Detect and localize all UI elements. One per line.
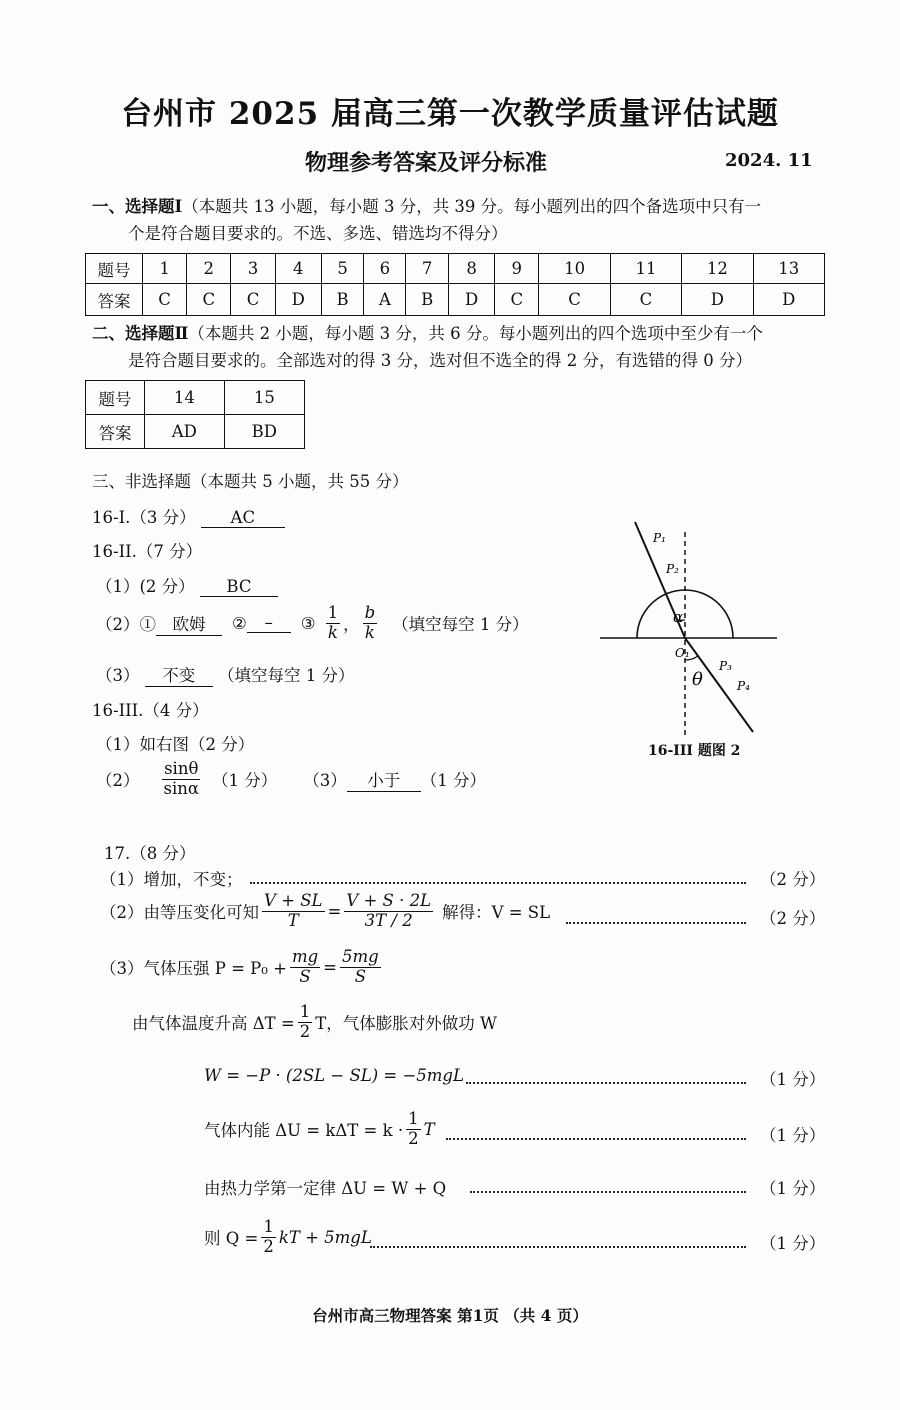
q17-line2-fraction1 <box>262 892 325 931</box>
q17-line4-fraction <box>298 1003 313 1042</box>
fraction-denominator: 2 <box>408 1128 419 1148</box>
q16-2-part1-line <box>96 573 278 597</box>
question-cell: 7 <box>406 254 449 284</box>
document-date: 2024. 11 <box>725 150 813 171</box>
q17-line8-score: （1 分） <box>760 1234 826 1253</box>
label-p1: P₁ <box>653 531 666 545</box>
q17-line4-prefix: 由气体温度升高 ΔT = <box>132 1014 295 1034</box>
q16-2-part2-circle2: ② <box>232 613 247 633</box>
section2-question-row <box>86 381 305 415</box>
q17-line2-result: 解得：V = SL <box>442 903 551 923</box>
question-cell: 15 <box>224 381 304 415</box>
section2-answer-table <box>85 380 305 449</box>
q16-3-part2-label: （2） <box>96 771 140 791</box>
q16-3-label: 16-III.（4 分） <box>92 701 209 720</box>
q16-2-part3-line <box>96 662 355 687</box>
q17-line1: （1）增加，不变； <box>100 870 243 889</box>
question-cell: 9 <box>495 254 539 284</box>
q17-line2 <box>100 892 550 931</box>
q16-2-part3-answer: 不变 <box>145 662 213 687</box>
question-cell: 4 <box>275 254 321 284</box>
q16-2-label: 16-II.（7 分） <box>92 542 203 561</box>
q16-2-part2-fraction1 <box>326 604 341 643</box>
q16-3-part3-label: （3） <box>303 771 347 791</box>
fraction-numerator: mg <box>291 947 319 966</box>
question-cell: 10 <box>539 254 610 284</box>
row-label-answer: 答案 <box>86 284 143 316</box>
answer-cell: C <box>610 284 681 316</box>
section2-heading: 二、选择题Ⅱ <box>92 324 189 343</box>
q17-line7: 由热力学第一定律 ΔU = W + Q <box>204 1179 447 1198</box>
q17-line4 <box>132 1003 497 1042</box>
q17-line5-score: （1 分） <box>760 1070 826 1089</box>
q17-line3-fraction2 <box>340 948 381 987</box>
q17-label: 17.（8 分） <box>104 844 196 863</box>
section1-desc-line2: 个是符合题目要求的。不选、多选、错选均不得分） <box>128 224 508 243</box>
q17-line1-score: （2 分） <box>760 870 826 889</box>
fraction-denominator: 2 <box>263 1236 274 1256</box>
q16-1-answer: AC <box>201 508 285 528</box>
fraction-denominator: k <box>327 622 338 642</box>
q16-3-part2-score: （1 分） <box>212 771 278 791</box>
answer-cell: AD <box>145 415 225 449</box>
q16-3-part3-score: （1 分） <box>420 771 487 791</box>
q16-2-part2-circle3: ③ <box>300 613 316 633</box>
q16-1-label: 16-I.（3 分） <box>92 508 196 527</box>
row-label-question: 题号 <box>86 254 143 284</box>
q17-line3-prefix: （3）气体压强 P = P₀ + <box>100 959 287 979</box>
answer-cell: D <box>753 284 824 316</box>
refraction-diagram <box>595 510 785 760</box>
answer-cell: C <box>187 284 231 316</box>
diagram-caption: 16-III 题图 2 <box>648 743 741 759</box>
fraction-denominator: 3T / 2 <box>364 910 413 930</box>
answer-cell: C <box>143 284 187 316</box>
fraction-numerator: 1 <box>263 1217 274 1236</box>
q17-line7-score: （1 分） <box>760 1179 826 1198</box>
q16-2-part2-note: （填空每空 1 分） <box>392 615 529 635</box>
question-cell: 13 <box>753 254 824 284</box>
question-cell: 5 <box>321 254 364 284</box>
fraction-numerator: V + S · 2L <box>346 891 432 910</box>
question-cell: 11 <box>610 254 681 284</box>
leader-dots <box>566 922 746 924</box>
question-cell: 2 <box>187 254 231 284</box>
q17-line6-suffix: T <box>423 1119 435 1139</box>
label-o1: O₁ <box>675 646 690 660</box>
q16-2-part2-separator: ， <box>343 615 360 635</box>
q17-line2-score: （2 分） <box>760 909 826 928</box>
answer-cell: D <box>275 284 321 316</box>
section2-answer-row <box>86 415 305 449</box>
q17-line6-prefix: 气体内能 ΔU = kΔT = k · <box>204 1121 404 1141</box>
equals-sign: = <box>327 901 342 921</box>
q16-3-part2-line <box>96 760 486 799</box>
fraction-denominator: S <box>299 966 311 986</box>
q16-2-part3-note: （填空每空 1 分） <box>218 666 355 685</box>
section3-heading: 三、非选择题（本题共 5 小题，共 55 分） <box>92 472 409 491</box>
fraction-denominator: T <box>287 910 299 930</box>
q16-2-part1-label: （1）(2 分） <box>96 577 195 596</box>
q16-2-part2-line <box>96 604 529 643</box>
fraction-denominator: 2 <box>299 1021 311 1041</box>
fraction-numerator: sinθ <box>164 759 199 778</box>
answer-cell: A <box>364 284 406 316</box>
section1-answer-table <box>85 253 825 316</box>
q16-2-part2-answer2: – <box>247 613 291 633</box>
q17-line2-fraction2 <box>344 892 433 931</box>
leader-dots <box>250 882 746 884</box>
q16-2-part1-answer: BC <box>200 577 278 597</box>
section2-desc-line2: 是符合题目要求的。全部选对的得 3 分，选对但不选全的得 2 分，有选错的得 0 分） <box>128 351 752 370</box>
question-cell: 3 <box>231 254 275 284</box>
q17-line3 <box>100 948 384 987</box>
label-p3: P₃ <box>719 659 732 673</box>
q16-2-part2-label: （2）① <box>96 615 156 635</box>
leader-dots <box>466 1082 746 1084</box>
fraction-denominator: S <box>354 966 367 986</box>
page-footer: 台州市高三物理答案 第1页 （共 4 页） <box>312 1306 588 1325</box>
fraction-numerator: 1 <box>408 1109 419 1128</box>
section1-desc-line1: （本题共 13 小题，每小题 3 分，共 39 分。每小题列出的四个备选项中只有一 <box>182 197 762 216</box>
q17-line4-suffix: T，气体膨胀对外做功 W <box>315 1014 497 1034</box>
fraction-numerator: V + SL <box>264 891 323 910</box>
label-alpha: α <box>673 608 684 626</box>
answer-cell: D <box>449 284 495 316</box>
fraction-denominator: sinα <box>163 778 200 798</box>
q17-line6 <box>204 1110 435 1149</box>
q17-line8 <box>204 1218 372 1257</box>
fraction-numerator: 1 <box>299 1002 311 1021</box>
q17-line3-fraction1 <box>290 948 320 987</box>
q16-2-part3-label: （3） <box>96 666 140 685</box>
fraction-denominator: k <box>364 622 375 642</box>
q17-line6-fraction <box>406 1110 421 1149</box>
q16-3-part2-fraction <box>162 760 202 799</box>
section1-answer-row <box>86 284 825 316</box>
section1-intro <box>92 193 761 217</box>
section2-intro <box>92 320 763 344</box>
answer-cell: C <box>231 284 275 316</box>
fraction-numerator: 5mg <box>342 947 379 966</box>
answer-cell: B <box>321 284 364 316</box>
answer-cell: C <box>539 284 610 316</box>
q17-line8-suffix: kT + 5mgL <box>278 1227 372 1247</box>
question-cell: 14 <box>145 381 225 415</box>
answer-cell: C <box>495 284 539 316</box>
row-label-answer: 答案 <box>86 415 145 449</box>
leader-dots <box>470 1191 746 1193</box>
q17-line5: W = −P · (2SL − SL) = −5mgL <box>204 1066 464 1085</box>
q17-line8-prefix: 则 Q = <box>204 1229 259 1249</box>
section1-heading: 一、选择题Ⅰ <box>92 197 183 216</box>
question-cell: 1 <box>143 254 187 284</box>
question-cell: 12 <box>682 254 753 284</box>
q16-3-part1: （1）如右图（2 分） <box>96 735 255 754</box>
q17-line2-prefix: （2）由等压变化可知 <box>100 903 259 923</box>
answer-cell: D <box>682 284 753 316</box>
label-p2: P₂ <box>666 562 679 576</box>
fraction-numerator: 1 <box>327 603 339 622</box>
q17-line6-score: （1 分） <box>760 1126 826 1145</box>
fraction-numerator: b <box>364 603 376 622</box>
question-cell: 6 <box>364 254 406 284</box>
question-cell: 8 <box>449 254 495 284</box>
q16-2-part2-fraction2 <box>363 604 378 643</box>
section1-question-row <box>86 254 825 284</box>
label-theta: θ <box>692 669 703 690</box>
page-title: 台州市 2025 届高三第一次教学质量评估试题 <box>121 96 779 132</box>
q17-line8-fraction <box>261 1218 276 1257</box>
equals-sign: = <box>323 957 337 977</box>
q16-2-part2-answer1: 欧姆 <box>156 611 222 636</box>
q16-3-part3-answer: 小于 <box>347 767 421 792</box>
leader-dots <box>370 1246 746 1248</box>
row-label-question: 题号 <box>86 381 145 415</box>
label-p4: P₄ <box>737 679 750 693</box>
leader-dots <box>446 1138 746 1140</box>
answer-cell: BD <box>224 415 304 449</box>
page-subtitle: 物理参考答案及评分标准 <box>305 150 548 176</box>
q16-1-line <box>92 504 285 528</box>
answer-cell: B <box>406 284 449 316</box>
section2-desc-line1: （本题共 2 小题，每小题 3 分，共 6 分。每小题列出的四个选项中至少有一个 <box>188 324 763 343</box>
